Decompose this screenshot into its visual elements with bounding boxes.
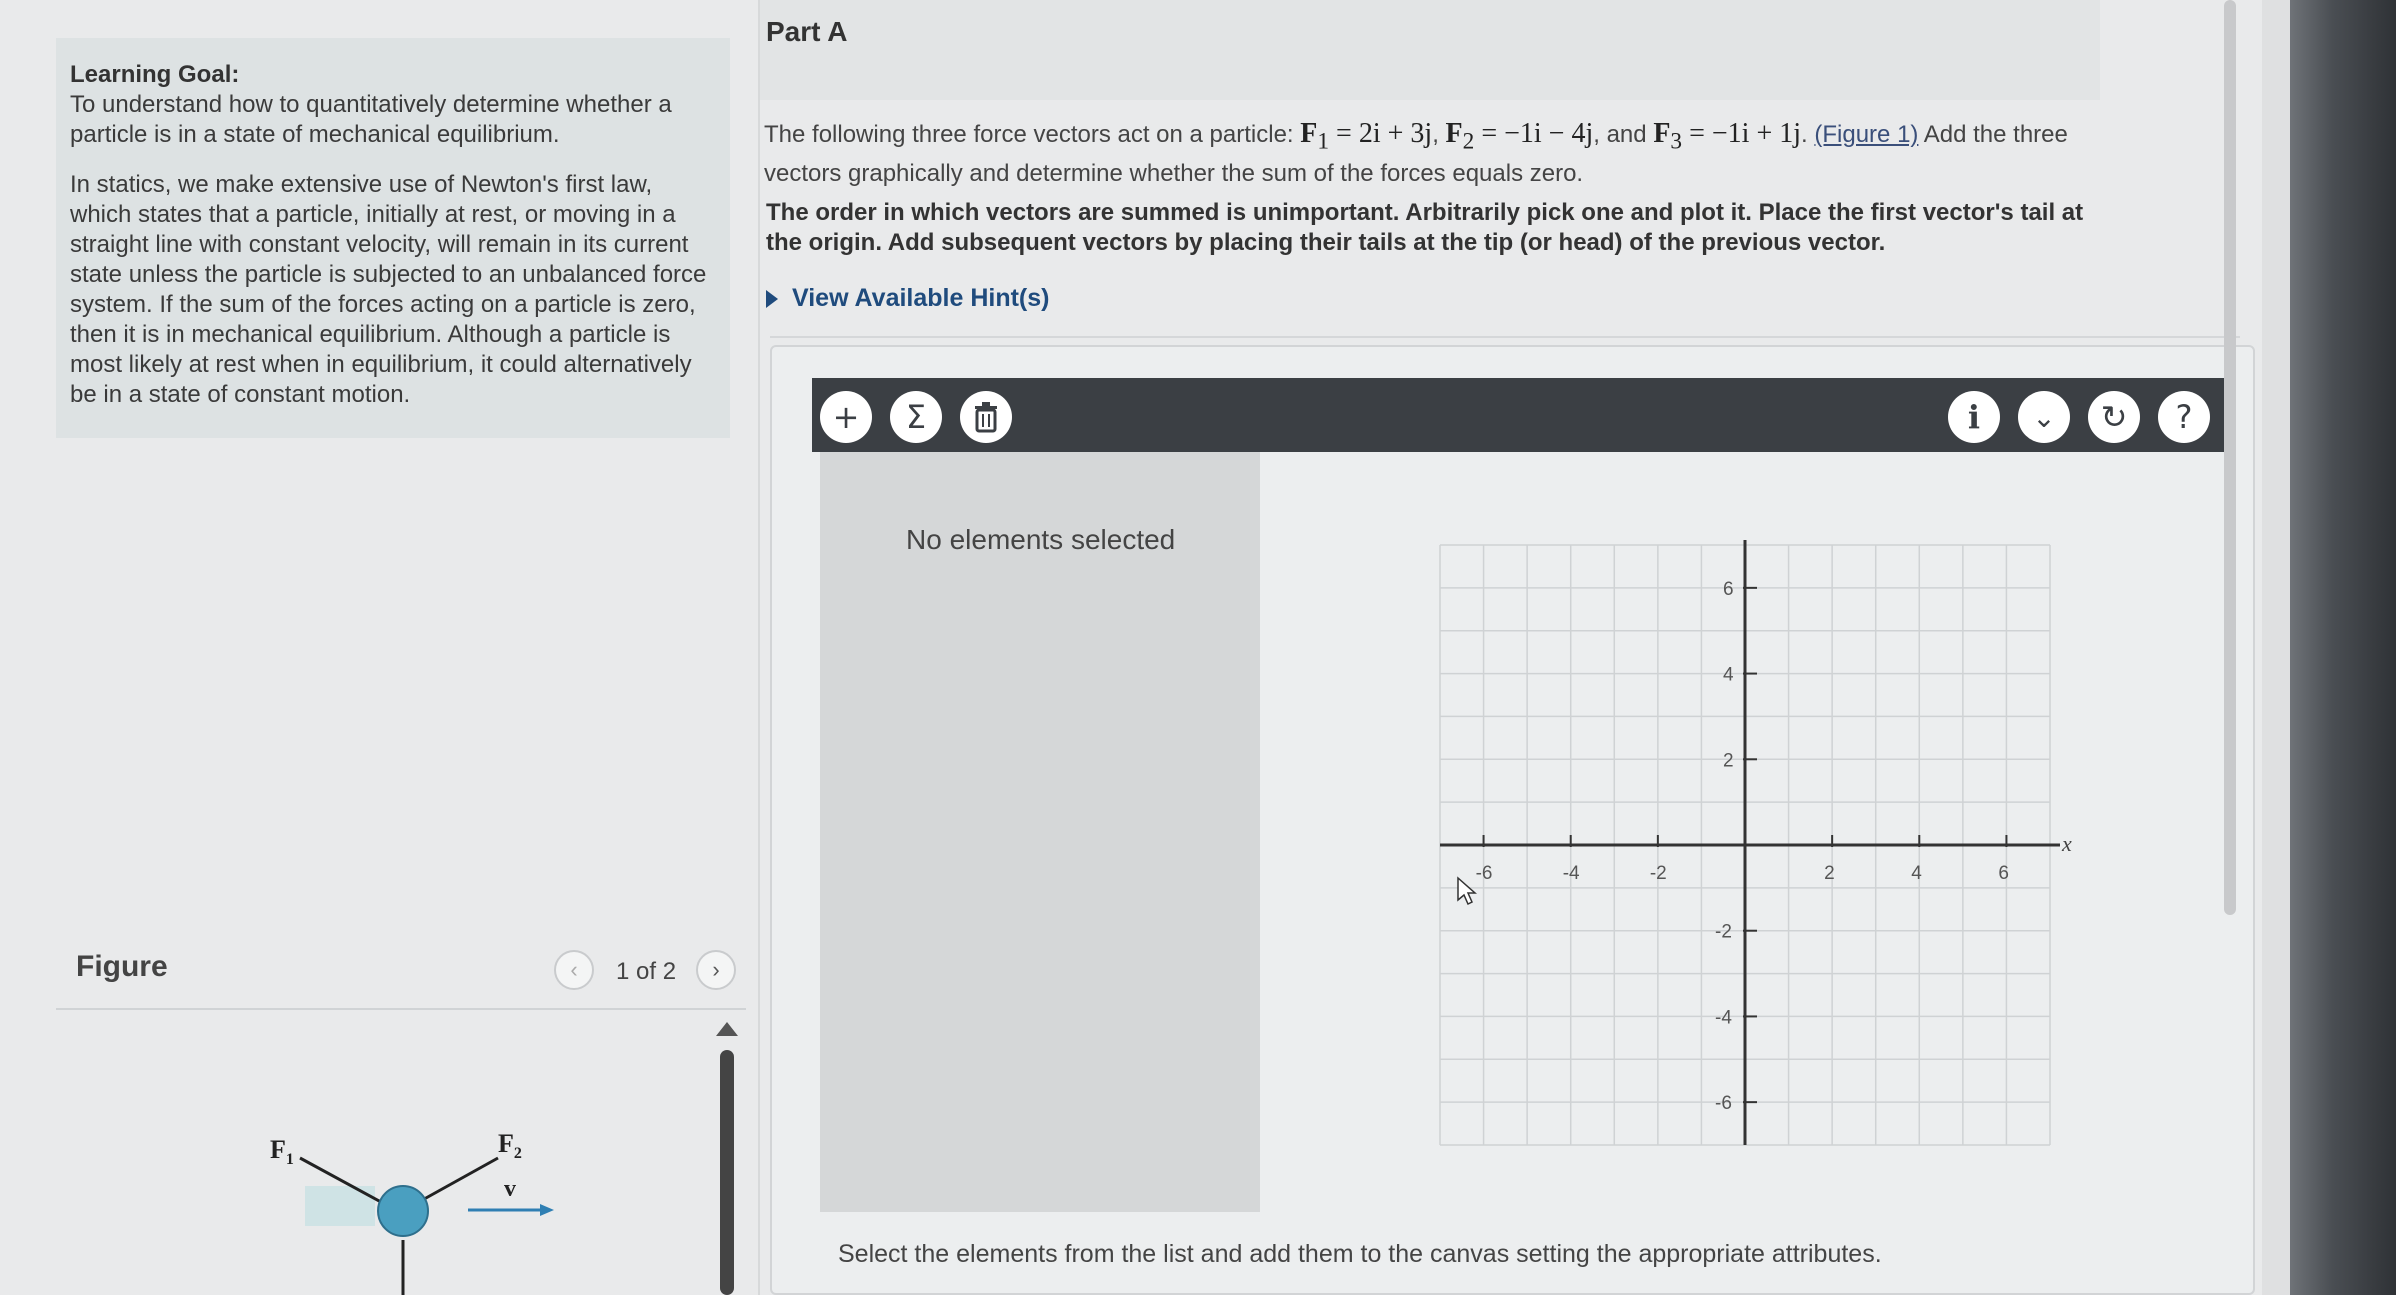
x-axis-label: x	[2062, 831, 2072, 856]
y-tick-label: 6	[1723, 578, 1734, 600]
sigma-icon: Σ	[905, 398, 927, 436]
figure-header	[56, 940, 746, 1010]
x-tick-label: -4	[1562, 863, 1580, 884]
chevron-left-icon: ‹	[570, 957, 578, 982]
section-divider	[770, 336, 2240, 338]
view-hints-link[interactable]: View Available Hint(s)	[766, 284, 1049, 313]
dropdown-button[interactable]	[2018, 391, 2070, 443]
chevron-right-icon: ›	[712, 957, 720, 982]
x-tick-label: -6	[1475, 863, 1493, 884]
question-icon: ?	[2175, 398, 2193, 436]
x-tick-label: 2	[1824, 863, 1835, 884]
add-vector-button[interactable]	[820, 391, 872, 443]
learning-goal-panel	[56, 38, 730, 438]
part-a-header	[760, 0, 2100, 100]
figure-scroll-up-icon[interactable]	[716, 1022, 738, 1036]
x-tick-label: 4	[1911, 863, 1922, 884]
velocity-arrowhead	[540, 1204, 554, 1216]
help-button[interactable]	[2158, 391, 2210, 443]
f1-label: $F_1$	[270, 1135, 294, 1168]
problem-statement: The following three force vectors act on a particle: $F_1 = 2i + 3j$, $F_2 = -1i - 4j$, and $F_3 = -1i + 1j$. (Figure 1) Add the three vectors graphically and determine whether the sum of the forces equals zero.	[764, 118, 2068, 187]
figure-1-link[interactable]: (Figure 1)	[1814, 121, 1919, 148]
f1-expression: $F_1 = 2i + 3j$	[1300, 118, 1433, 155]
info-icon: i	[1967, 398, 1981, 436]
no-elements-message: No elements selected	[906, 524, 1176, 555]
screen-edge	[2262, 0, 2290, 1295]
info-button[interactable]	[1948, 391, 2000, 443]
y-tick-label: -2	[1715, 921, 1732, 943]
learning-goal-title: Learning Goal:	[70, 61, 240, 88]
triangle-right-icon	[766, 290, 778, 308]
y-tick-label: 4	[1723, 664, 1734, 686]
figure-counter: 1 of 2	[616, 958, 677, 985]
previous-figure-button[interactable]	[554, 950, 594, 990]
part-a-title: Part A	[766, 16, 848, 47]
status-message: Select the elements from the list and add them to the canvas setting the appropriate attributes.	[838, 1240, 1882, 1268]
instruction-text: The order in which vectors are summed is unimportant. Arbitrarily pick one and plot it. Place the first vector's tail at the origin. Add subsequent vectors by placing their tails at the tip (or head) of the previous vector.	[766, 199, 2084, 256]
y-tick-label: -4	[1715, 1007, 1732, 1029]
element-properties-panel	[820, 452, 1260, 1212]
next-figure-button[interactable]	[696, 950, 736, 990]
particle-ball	[378, 1186, 428, 1236]
trash-icon	[973, 402, 999, 432]
velocity-label: v	[504, 1176, 516, 1202]
learning-goal-body: In statics, we make extensive use of Newton's first law, which states that a particle, initially at rest, or moving in a straight line with constant velocity, will remain in its current state unless the particle is subjected to an unbalanced force system. If the sum of the forces acting on a particle is zero, then it is in mechanical equilibrium. Although a particle is most likely at rest when in equilibrium, it could alternatively be in a state of constant motion.	[70, 171, 707, 408]
y-tick-label: -6	[1715, 1093, 1732, 1115]
vector-toolbar	[812, 378, 2232, 452]
x-tick-label: -2	[1649, 863, 1667, 884]
monitor-bezel	[2290, 0, 2396, 1295]
chevron-down-icon: ⌄	[2032, 400, 2056, 434]
delete-button[interactable]	[960, 391, 1012, 443]
f3-expression: $F_3 = -1i + 1j$	[1653, 118, 1802, 155]
y-tick-label: 2	[1723, 750, 1734, 772]
figure-scrollbar[interactable]	[720, 1050, 734, 1295]
page-scrollbar-thumb[interactable]	[2224, 0, 2236, 915]
reset-icon: ↻	[2100, 398, 2128, 436]
cursor-icon	[1458, 878, 1475, 904]
reset-button[interactable]	[2088, 391, 2140, 443]
f2-label: $F_2$	[498, 1129, 522, 1162]
figure-diagram	[240, 1110, 580, 1295]
column-divider	[758, 0, 760, 1295]
vector-canvas[interactable]	[1430, 540, 2070, 1150]
learning-goal-intro: To understand how to quantitatively determine whether a particle is in a state of mechanical equilibrium.	[70, 91, 672, 148]
f2-expression: $F_2 = -1i - 4j$	[1445, 118, 1594, 155]
figure-title: Figure	[76, 950, 168, 983]
x-tick-label: 6	[1998, 863, 2010, 884]
sum-button[interactable]	[890, 391, 942, 443]
plus-icon: +	[832, 398, 860, 436]
